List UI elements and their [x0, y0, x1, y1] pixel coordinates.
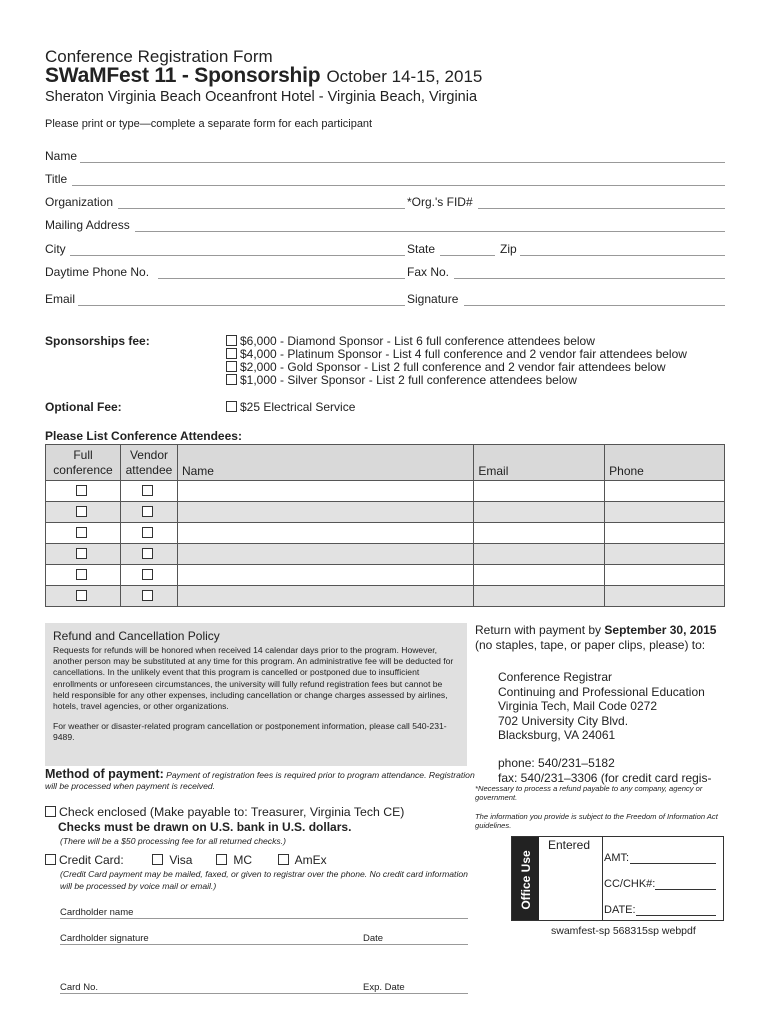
- email-field[interactable]: [78, 305, 405, 306]
- optional-fee-label: Optional Fee:: [45, 400, 122, 414]
- vendor-cell[interactable]: [120, 481, 177, 502]
- checkbox[interactable]: [142, 590, 153, 601]
- organization-field[interactable]: [118, 208, 405, 209]
- full-cell[interactable]: [46, 544, 121, 565]
- col-name: Name: [177, 445, 473, 481]
- checkbox[interactable]: [142, 527, 153, 538]
- table-row: [46, 565, 725, 586]
- cardholder-date-label: Date: [363, 933, 384, 944]
- cc-chk-label: CC/CHK#:: [604, 878, 656, 890]
- col-email: Email: [474, 445, 605, 481]
- checkbox[interactable]: [226, 401, 237, 412]
- name-cell[interactable]: [177, 481, 473, 502]
- address-line: Conference Registrar: [498, 670, 613, 684]
- phone-cell[interactable]: [605, 544, 725, 565]
- table-row: [46, 523, 725, 544]
- mailing-address-field[interactable]: [135, 231, 725, 232]
- mailing-address-label: Mailing Address: [45, 218, 130, 232]
- email-cell[interactable]: [474, 544, 605, 565]
- credit-card-option[interactable]: [45, 853, 124, 867]
- zip-label: Zip: [500, 242, 517, 256]
- fax-field[interactable]: [454, 278, 725, 279]
- checkbox[interactable]: [76, 485, 87, 496]
- email-cell[interactable]: [474, 565, 605, 586]
- checkbox[interactable]: [76, 569, 87, 580]
- email-cell[interactable]: [474, 481, 605, 502]
- title-label: Title: [45, 172, 68, 186]
- office-date-field[interactable]: [636, 915, 716, 916]
- entered-label: Entered: [548, 838, 591, 852]
- full-cell[interactable]: [46, 565, 121, 586]
- office-use-box: [511, 836, 724, 921]
- name-cell[interactable]: [177, 544, 473, 565]
- checkbox[interactable]: [278, 854, 289, 865]
- policy-text: Requests for refunds will be honored when received 14 calendar days prior to the program. However, another person may be substituted at any time for this program. An administrative fee will be deducted for cancellations. In the unlikely event that this program is cancelled or postponed due to insufficient enrollments or unforeseen circumstances, the university will fully refund registration fees but cannot be held responsible for any other expenses, including cancellation or change charges assessed by airlines, hotels, travel agencies, or other organizations.: [53, 645, 454, 712]
- attendees-heading: Please List Conference Attendees:: [45, 429, 242, 443]
- daytime-phone-field[interactable]: [158, 278, 405, 279]
- return-deadline: September 30, 2015: [604, 623, 717, 637]
- payment-heading-block: [45, 769, 475, 792]
- name-cell[interactable]: [177, 523, 473, 544]
- name-cell[interactable]: [177, 565, 473, 586]
- full-cell[interactable]: [46, 523, 121, 544]
- checkbox[interactable]: [76, 527, 87, 538]
- col-full-conference: [46, 445, 121, 481]
- full-cell[interactable]: [46, 502, 121, 523]
- amt-label: AMT:: [604, 852, 630, 864]
- check-label: Check enclosed (Make payable to: Treasurer, Virginia Tech CE): [59, 805, 405, 819]
- return-tail: (no staples, tape, or paper clips, please) to:: [475, 638, 706, 652]
- zip-field[interactable]: [520, 255, 725, 256]
- cardholder-signature-label: Cardholder signature: [60, 933, 149, 944]
- sponsorship-label: Sponsorships fee:: [45, 334, 150, 348]
- daytime-phone-label: Daytime Phone No.: [45, 265, 150, 279]
- fax-label: Fax No.: [407, 265, 450, 279]
- col-vendor-attendee: [120, 445, 177, 481]
- event-heading: [45, 64, 482, 88]
- email-cell[interactable]: [474, 586, 605, 607]
- credit-card-label: Credit Card:: [59, 853, 124, 867]
- policy-title: Refund and Cancellation Policy: [53, 629, 220, 643]
- checkbox[interactable]: [142, 506, 153, 517]
- contact-phone: phone: 540/231–5182: [498, 756, 615, 770]
- card-number-field[interactable]: [60, 993, 468, 994]
- visa-option[interactable]: [152, 853, 192, 867]
- checkbox[interactable]: [45, 854, 56, 865]
- amex-label: AmEx: [294, 853, 327, 867]
- mc-option[interactable]: [216, 853, 252, 867]
- office-use-label: Office Use: [519, 850, 533, 910]
- checkbox[interactable]: [45, 806, 56, 817]
- header-line: attendee: [125, 463, 173, 477]
- sponsor-option-silver[interactable]: [226, 373, 577, 387]
- address-line: Continuing and Professional Education: [498, 684, 705, 699]
- name-label: Name: [45, 149, 78, 163]
- footer-code: swamfest-sp 568315sp webpdf: [551, 925, 696, 937]
- city-field[interactable]: [70, 255, 405, 256]
- event-date: October 14-15, 2015: [326, 67, 483, 86]
- email-cell[interactable]: [474, 502, 605, 523]
- return-instructions: [475, 623, 735, 653]
- email-cell[interactable]: [474, 523, 605, 544]
- checkbox[interactable]: [152, 854, 163, 865]
- refund-policy-box: [45, 623, 467, 766]
- checkbox[interactable]: [76, 548, 87, 559]
- cc-chk-field[interactable]: [655, 889, 716, 890]
- check-fee-note: (There will be a $50 processing fee for all returned checks.): [60, 836, 286, 846]
- option-label: $2,000 - Gold Sponsor - List 2 full conference and 2 vendor fair attendees below: [240, 360, 666, 374]
- policy-weather: For weather or disaster-related program cancellation or postponement information, please call 540-231-9489.: [53, 721, 447, 743]
- vendor-cell[interactable]: [120, 544, 177, 565]
- mailing-address-block: [498, 670, 705, 743]
- checkbox[interactable]: [216, 854, 227, 865]
- event-name: SWaMFest 11 - Sponsorship: [45, 64, 321, 87]
- cardholder-signature-field[interactable]: [60, 944, 468, 945]
- credit-card-note: (Credit Card payment may be mailed, faxed, or given to registrar over the phone. No credit card information will be processed by voice mail or email.): [60, 869, 468, 891]
- vendor-cell[interactable]: [120, 565, 177, 586]
- address-line: 702 University City Blvd.: [498, 713, 629, 728]
- table-row: [46, 502, 725, 523]
- payment-heading: Method of payment:: [45, 767, 164, 781]
- vendor-cell[interactable]: [120, 523, 177, 544]
- city-label: City: [45, 242, 66, 256]
- checkbox[interactable]: [226, 335, 237, 346]
- phone-cell[interactable]: [605, 586, 725, 607]
- attendees-table: [45, 444, 725, 607]
- sponsor-option-platinum[interactable]: [226, 347, 687, 361]
- header-line: conference: [53, 463, 113, 477]
- cardholder-name-field[interactable]: [60, 918, 468, 919]
- table-row: [46, 586, 725, 607]
- option-label: $4,000 - Platinum Sponsor - List 4 full conference and 2 vendor fair attendees below: [240, 347, 687, 361]
- contact-fax: fax: 540/231–3306 (for credit card regis-: [498, 770, 712, 785]
- option-label: $25 Electrical Service: [240, 400, 356, 414]
- checkbox[interactable]: [142, 548, 153, 559]
- phone-cell[interactable]: [605, 523, 725, 544]
- instructions: Please print or type—complete a separate form for each participant: [45, 118, 373, 130]
- checkbox[interactable]: [76, 590, 87, 601]
- full-cell[interactable]: [46, 481, 121, 502]
- check-option[interactable]: [45, 805, 404, 819]
- state-field[interactable]: [440, 255, 495, 256]
- col-phone: Phone: [605, 445, 725, 481]
- name-field[interactable]: [80, 162, 725, 163]
- option-label: $1,000 - Silver Sponsor - List 2 full conference attendees below: [240, 373, 577, 387]
- phone-cell[interactable]: [605, 481, 725, 502]
- optional-fee-electrical[interactable]: [226, 400, 355, 414]
- mc-label: MC: [233, 853, 253, 867]
- sponsor-option-diamond[interactable]: [226, 334, 595, 348]
- visa-label: Visa: [169, 853, 193, 867]
- refund-note: *Necessary to process a refund payable to any company, agency or government.: [475, 784, 703, 803]
- checkbox[interactable]: [226, 348, 237, 359]
- org-fid-label: *Org.'s FID#: [407, 195, 473, 209]
- exp-date-label: Exp. Date: [363, 982, 405, 993]
- state-label: State: [407, 242, 436, 256]
- phone-cell[interactable]: [605, 565, 725, 586]
- full-cell[interactable]: [46, 586, 121, 607]
- address-line: Blacksburg, VA 24061: [498, 728, 616, 743]
- address-line: Virginia Tech, Mail Code 0272: [498, 699, 657, 714]
- table-row: [46, 481, 725, 502]
- check-requirement: Checks must be drawn on U.S. bank in U.S. dollars.: [58, 820, 352, 834]
- name-cell[interactable]: [177, 502, 473, 523]
- organization-label: Organization: [45, 195, 114, 209]
- org-fid-field[interactable]: [478, 208, 725, 209]
- header-line: Vendor: [129, 448, 168, 462]
- cardholder-name-label: Cardholder name: [60, 907, 134, 918]
- form-title: Conference Registration Form: [45, 47, 273, 66]
- venue: Sheraton Virginia Beach Oceanfront Hotel - Virginia Beach, Virginia: [45, 89, 478, 105]
- signature-label: Signature: [407, 292, 459, 306]
- card-number-label: Card No.: [60, 982, 99, 993]
- checkbox[interactable]: [226, 374, 237, 385]
- contact-block: [498, 756, 711, 785]
- return-intro: Return with payment by: [475, 623, 602, 637]
- header-line: Full: [73, 448, 93, 462]
- vendor-cell[interactable]: [120, 502, 177, 523]
- option-label: $6,000 - Diamond Sponsor - List 6 full conference attendees below: [240, 334, 595, 348]
- checkbox[interactable]: [142, 569, 153, 580]
- payment-heading-note: Payment of registration fees is required prior to program attendance. Registration will be processed when payment is received.: [45, 770, 475, 791]
- signature-field[interactable]: [464, 305, 725, 306]
- phone-cell[interactable]: [605, 502, 725, 523]
- sponsor-option-gold[interactable]: [226, 360, 666, 374]
- office-date-label: DATE:: [604, 904, 636, 916]
- table-row: [46, 544, 725, 565]
- checkbox[interactable]: [226, 361, 237, 372]
- foia-note: The information you provide is subject to the Freedom of Information Act guidelines.: [475, 812, 718, 831]
- name-cell[interactable]: [177, 586, 473, 607]
- checkbox[interactable]: [76, 506, 87, 517]
- checkbox[interactable]: [142, 485, 153, 496]
- email-label: Email: [45, 292, 76, 306]
- title-field[interactable]: [72, 185, 725, 186]
- amt-field[interactable]: [630, 863, 716, 864]
- vendor-cell[interactable]: [120, 586, 177, 607]
- amex-option[interactable]: [278, 853, 327, 867]
